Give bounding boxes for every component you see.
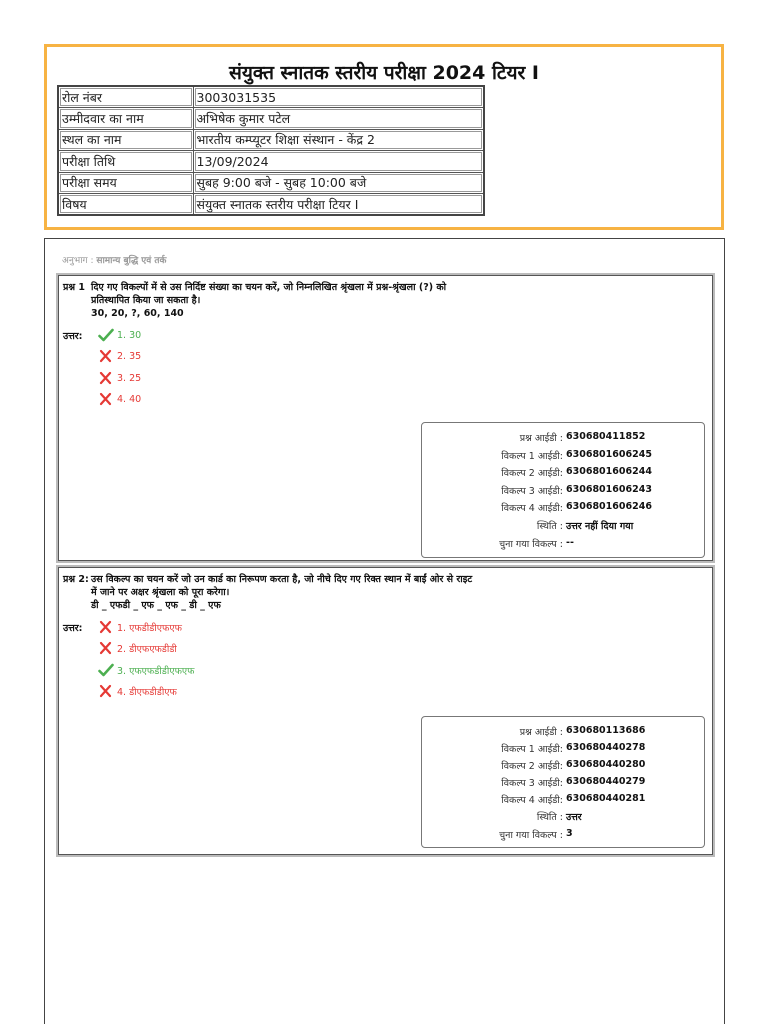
question-text xyxy=(63,573,472,612)
meta-label: विकल्प 3 आईडी: xyxy=(501,486,563,497)
option-3 xyxy=(98,371,141,385)
cross-icon xyxy=(98,641,114,655)
meta-value: 630680440280 xyxy=(566,759,646,770)
option-text: 1. 30 xyxy=(117,329,142,341)
meta-status xyxy=(422,519,704,532)
option-text: 2. डीएफएफडीडी xyxy=(117,643,177,655)
row-label: रोल नंबर xyxy=(58,86,193,108)
meta-value: 630680113686 xyxy=(566,725,646,736)
section-label xyxy=(62,253,166,266)
option-text: 3. 25 xyxy=(117,372,142,384)
meta-option-1-id xyxy=(422,449,704,462)
question-meta-box xyxy=(421,422,705,558)
row-value: संयुक्त स्नातक स्तरीय परीक्षा टियर I xyxy=(193,194,484,216)
meta-value: 630680440279 xyxy=(566,776,646,787)
question-card-1 xyxy=(56,273,715,563)
meta-value: -- xyxy=(566,537,574,548)
meta-status xyxy=(422,810,704,823)
meta-label: चुना गया विकल्प : xyxy=(499,830,563,841)
cross-icon xyxy=(98,684,114,698)
question-number: प्रश्न 2: xyxy=(63,574,89,585)
meta-option-4-id xyxy=(422,501,704,514)
option-3 xyxy=(98,663,194,677)
question-line: प्रतिस्थापित किया जा सकता है। xyxy=(91,295,201,306)
table-row xyxy=(58,172,484,194)
meta-value: 6306801606244 xyxy=(566,466,652,477)
meta-label: विकल्प 2 आईडी: xyxy=(501,761,563,772)
option-text: 3. एफएफडीडीएफएफ xyxy=(117,665,195,677)
question-line: दिए गए विकल्पों में से उस निर्दिष्ट संख्या का चयन करें, जो निम्नलिखित श्रृंखला में प्रश्न-श्रृंखला (?) को xyxy=(91,282,447,293)
meta-value: 630680440281 xyxy=(566,793,646,804)
cross-icon xyxy=(98,349,114,363)
option-1 xyxy=(98,328,141,342)
option-4 xyxy=(98,684,177,698)
row-value: 3003031535 xyxy=(193,86,484,108)
row-label: परीक्षा तिथि xyxy=(58,151,193,173)
section-prefix: अनुभाग : xyxy=(62,256,94,266)
checkmark-icon xyxy=(98,663,114,677)
row-label: परीक्षा समय xyxy=(58,172,193,194)
meta-label: विकल्प 2 आईडी: xyxy=(501,468,563,479)
meta-value: 630680440278 xyxy=(566,742,646,753)
meta-question-id xyxy=(422,431,704,444)
table-row xyxy=(58,194,484,216)
meta-label: स्थिति : xyxy=(536,812,563,823)
meta-value: 630680411852 xyxy=(566,431,646,442)
answer-label: उत्तर: xyxy=(63,331,83,342)
option-4 xyxy=(98,392,141,406)
row-value: सुबह 9:00 बजे - सुबह 10:00 बजे xyxy=(193,172,484,194)
meta-value: 6306801606245 xyxy=(566,449,652,460)
meta-option-3-id xyxy=(422,484,704,497)
table-row xyxy=(58,108,484,130)
meta-value: 3 xyxy=(566,828,573,839)
question-line: में जाने पर अक्षर श्रृंखला को पूरा करेगा। xyxy=(91,587,230,598)
section-name: सामान्य बुद्धि एवं तर्क xyxy=(96,256,167,266)
question-text xyxy=(63,281,446,320)
meta-label: प्रश्न आईडी : xyxy=(519,433,563,444)
meta-chosen-option xyxy=(422,537,704,550)
meta-option-3-id xyxy=(422,776,704,789)
cross-icon xyxy=(98,371,114,385)
meta-label: विकल्प 4 आईडी: xyxy=(501,503,563,514)
response-sheet xyxy=(44,238,725,1024)
meta-chosen-option xyxy=(422,828,704,841)
question-series: डी _ एफडी _ एफ _ एफ _ डी _ एफ xyxy=(91,600,221,611)
option-text: 4. 40 xyxy=(117,393,142,405)
row-label: विषय xyxy=(58,194,193,216)
candidate-header xyxy=(44,44,724,230)
row-value: 13/09/2024 xyxy=(193,151,484,173)
meta-option-2-id xyxy=(422,759,704,772)
exam-title: संयुक्त स्नातक स्तरीय परीक्षा 2024 टियर I xyxy=(229,62,539,84)
question-card-2 xyxy=(56,565,715,857)
table-row xyxy=(58,86,484,108)
option-2 xyxy=(98,349,141,363)
question-meta-box xyxy=(421,716,705,848)
option-text: 2. 35 xyxy=(117,350,142,362)
cross-icon xyxy=(98,620,114,634)
meta-option-4-id xyxy=(422,793,704,806)
question-series: 30, 20, ?, 60, 140 xyxy=(91,308,184,319)
meta-option-1-id xyxy=(422,742,704,755)
meta-label: विकल्प 1 आईडी: xyxy=(501,744,563,755)
question-number: प्रश्न 1 xyxy=(63,282,86,293)
option-1 xyxy=(98,620,182,634)
row-value: अभिषेक कुमार पटेल xyxy=(193,108,484,130)
meta-value: उत्तर नहीं दिया गया xyxy=(566,521,634,532)
meta-value: 6306801606246 xyxy=(566,501,652,512)
meta-value: उत्तर xyxy=(566,812,582,823)
meta-question-id xyxy=(422,725,704,738)
meta-label: विकल्प 3 आईडी: xyxy=(501,778,563,789)
row-label: स्थल का नाम xyxy=(58,129,193,151)
meta-label: चुना गया विकल्प : xyxy=(499,539,563,550)
row-label: उम्मीदवार का नाम xyxy=(58,108,193,130)
question-line: उस विकल्प का चयन करें जो उन कार्ड का निरूपण करता है, जो नीचे दिए गए रिक्त स्थान में बाईं ओर से राइट xyxy=(91,574,473,585)
meta-option-2-id xyxy=(422,466,704,479)
cross-icon xyxy=(98,392,114,406)
answer-label: उत्तर: xyxy=(63,623,83,634)
meta-label: विकल्प 4 आईडी: xyxy=(501,795,563,806)
table-row xyxy=(58,129,484,151)
option-text: 1. एफडीडीएफएफ xyxy=(117,622,182,634)
meta-label: स्थिति : xyxy=(536,521,563,532)
checkmark-icon xyxy=(98,328,114,342)
row-value: भारतीय कम्प्यूटर शिक्षा संस्थान - केंद्र 2 xyxy=(193,129,484,151)
option-2 xyxy=(98,641,177,655)
candidate-info-table xyxy=(57,85,485,216)
table-row xyxy=(58,151,484,173)
meta-label: विकल्प 1 आईडी: xyxy=(501,451,563,462)
meta-label: प्रश्न आईडी : xyxy=(519,727,563,738)
option-text: 4. डीएफडीडीएफ xyxy=(117,686,177,698)
meta-value: 6306801606243 xyxy=(566,484,652,495)
